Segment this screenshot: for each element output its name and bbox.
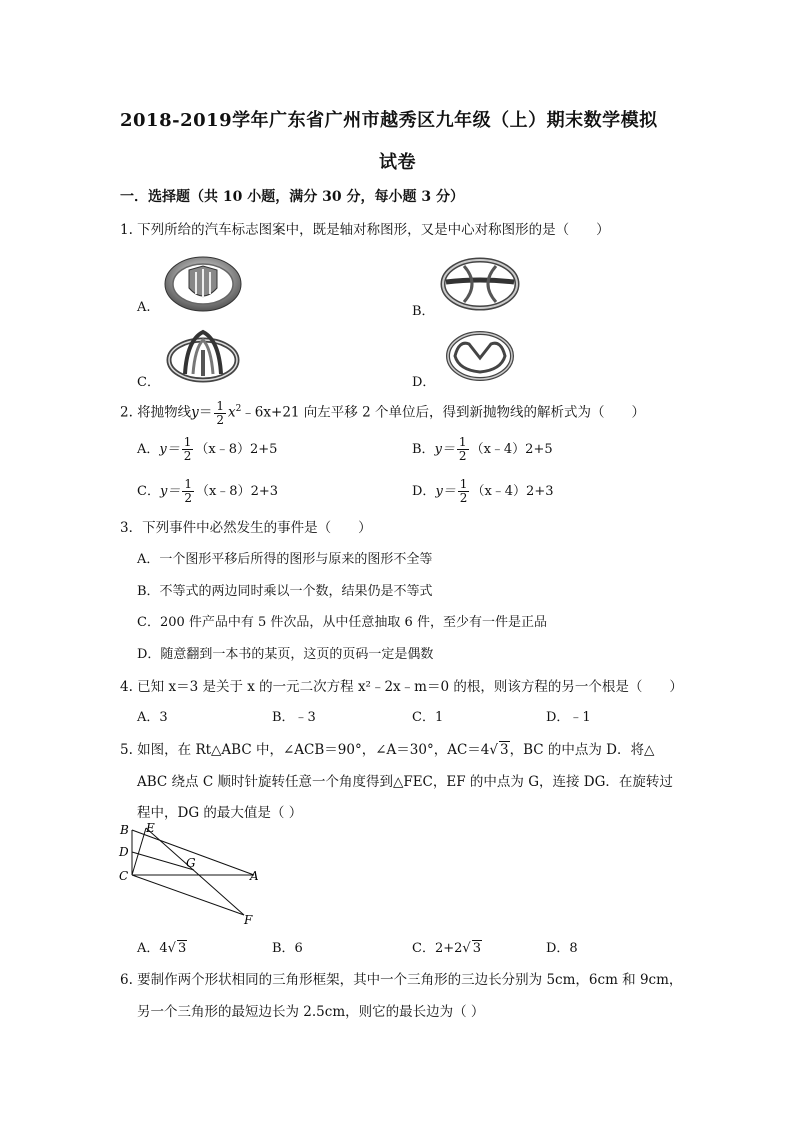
q2-option-a: A．y＝ $\frac{1}{2}$ （x﹣8）2+5 — [137, 435, 278, 463]
question-5-line-2: ABC 绕点 C 顺时针旋转任意一个角度得到△FEC，EF 的中点为 G，连接 DG．在旋转过 — [137, 774, 673, 790]
q1-option-d-label: D． — [412, 375, 436, 390]
q5-option-a: A．4√ 3 — [137, 941, 187, 956]
fig-label-f: F — [244, 913, 253, 927]
fig-label-c: C — [119, 869, 129, 883]
q3-option-d: D．随意翻到一本书的某页，这页的页码一定是偶数 — [137, 647, 434, 662]
q2-option-b: B．y＝ $\frac{1}{2}$ （x﹣4）2+5 — [412, 435, 553, 463]
q2-y: y — [191, 404, 199, 421]
q5-option-c: C．2+2√ 3 — [412, 941, 481, 956]
great-wall-logo-icon — [163, 254, 243, 314]
question-5-line-1: 5. 如图，在 Rt△ABC 中，∠ACB＝90°，∠A＝30°，AC＝4√ 3，BC 的中点为 D．将△ — [120, 742, 655, 758]
page-title-continued: 试卷 — [379, 152, 416, 173]
hongqi-logo-icon — [440, 256, 520, 312]
fig-label-d: D — [119, 845, 129, 859]
q3-option-a: A．一个图形平移后所得的图形与原来的图形不全等 — [137, 552, 433, 567]
q2-eq: ＝ — [198, 404, 213, 421]
question-3-stem: 3．下列事件中必然发生的事件是（ ） — [120, 520, 372, 536]
page-title: 2018-2019学年广东省广州市越秀区九年级（上）期末数学模拟 — [120, 110, 658, 131]
q2-lead: 2. 将抛物线 — [120, 404, 192, 421]
q2-exp: 2 — [235, 404, 242, 414]
q2-option-d: D．y＝ $\frac{1}{2}$ （x﹣4）2+3 — [412, 477, 554, 505]
question-1-stem: 1. 下列所给的汽车标志图案中，既是轴对称图形，又是中心对称图形的是（ ） — [120, 222, 610, 238]
fig-label-b: B — [120, 823, 129, 837]
q2-fraction: $\frac{1}{2}$ — [216, 398, 224, 427]
mazda-logo-icon — [445, 330, 515, 382]
q2-option-c: C．y＝ $\frac{1}{2}$ （x﹣8）2+3 — [137, 477, 278, 505]
changan-logo-icon — [163, 328, 243, 384]
q4-option-a: A．3 — [137, 710, 168, 725]
q5-geometry-figure — [116, 820, 266, 928]
fig-label-g: G — [186, 856, 196, 870]
q1-option-a-label: A. — [137, 300, 151, 315]
section-header: 一．选择题（共 10 小题，满分 30 分，每小题 3 分） — [120, 189, 464, 205]
question-5-line-3: 程中，DG 的最大值是（ ） — [137, 805, 303, 821]
q5-option-b: B．6 — [272, 941, 303, 956]
q3-option-b: B．不等式的两边同时乘以一个数，结果仍是不等式 — [137, 584, 433, 599]
question-6-line-1: 6. 要制作两个形状相同的三角形框架，其中一个三角形的三边长分别为 5cm，6cm 和 9cm， — [120, 972, 683, 988]
q2-x: x — [227, 404, 236, 421]
q4-option-d: D．﹣1 — [546, 710, 591, 725]
question-2-stem — [120, 396, 645, 427]
question-6-line-2: 另一个三角形的最短边长为 2.5cm，则它的最长边为（ ） — [137, 1004, 485, 1020]
q3-option-c: C．200 件产品中有 5 件次品，从中任意抽取 6 件，至少有一件是正品 — [137, 615, 547, 630]
q1-option-c-label: C． — [137, 375, 160, 390]
fig-label-a: A — [250, 869, 259, 883]
fig-label-e: E — [146, 821, 155, 835]
q2-rest: ﹣6x+21 向左平移 2 个单位后，得到新抛物线的解析式为（ ） — [241, 404, 645, 421]
question-4-stem: 4. 已知 x＝3 是关于 x 的一元二次方程 x²﹣2x﹣m＝0 的根，则该方程的另一个根是（ ） — [120, 679, 683, 695]
q5-option-d: D．8 — [546, 941, 578, 956]
q4-option-b: B．﹣3 — [272, 710, 316, 725]
q1-option-b-label: B． — [412, 304, 435, 319]
q4-option-c: C．1 — [412, 710, 444, 725]
